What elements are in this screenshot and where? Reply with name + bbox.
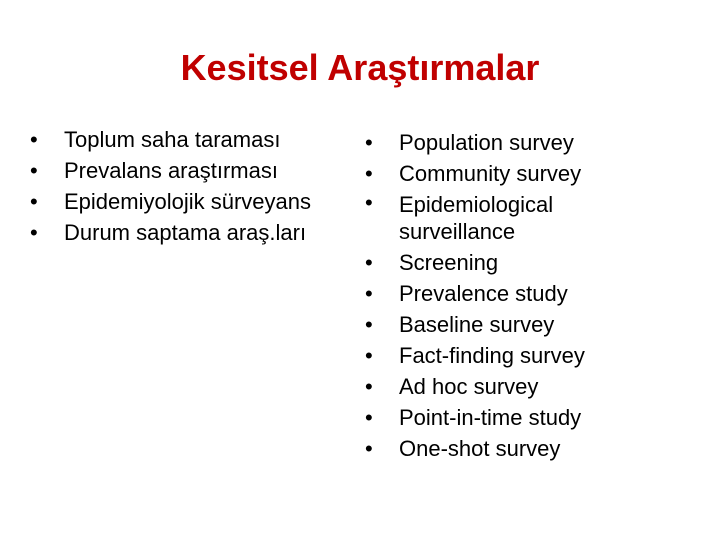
list-item-text: Durum saptama araş.ları xyxy=(64,220,307,245)
english-bullet-list xyxy=(365,127,625,464)
list-item-text: Fact-finding survey xyxy=(399,343,585,368)
bullet-icon: • xyxy=(365,130,373,155)
list-item-text: One-shot survey xyxy=(399,436,561,461)
list-item-text: Baseline survey xyxy=(399,312,555,337)
list-item xyxy=(365,340,625,371)
bullet-icon: • xyxy=(365,374,373,399)
list-item xyxy=(365,309,625,340)
turkish-bullet-list xyxy=(30,124,350,248)
list-item xyxy=(30,124,350,155)
bullet-icon: • xyxy=(365,281,373,306)
list-item-text: Epidemiyolojik sürveyans xyxy=(64,189,311,214)
bullet-icon: • xyxy=(30,127,38,152)
bullet-icon: • xyxy=(365,405,373,430)
list-item-text: Population survey xyxy=(399,130,574,155)
bullet-icon: • xyxy=(365,312,373,337)
list-item xyxy=(365,433,625,464)
bullet-icon: • xyxy=(365,161,373,186)
list-item-text: Point-in-time study xyxy=(399,405,582,430)
slide-title: Kesitsel Araştırmalar xyxy=(180,47,540,88)
list-item xyxy=(365,127,625,158)
list-item xyxy=(30,155,350,186)
list-item xyxy=(30,186,350,217)
bullet-icon: • xyxy=(365,250,373,275)
list-item-text: Prevalans araştırması xyxy=(64,158,278,183)
list-item-text: Toplum saha taraması xyxy=(64,127,281,152)
bullet-icon: • xyxy=(30,220,38,245)
list-item-text: Ad hoc survey xyxy=(399,374,539,399)
list-item-text: Community survey xyxy=(399,161,582,186)
list-item xyxy=(365,278,625,309)
bullet-icon: • xyxy=(365,190,373,215)
list-item-text: Screening xyxy=(399,250,499,275)
list-item-text: Epidemiological surveillance xyxy=(399,192,554,244)
list-item xyxy=(30,217,350,248)
bullet-icon: • xyxy=(365,343,373,368)
list-item xyxy=(365,247,625,278)
list-item-text: Prevalence study xyxy=(399,281,568,306)
list-item xyxy=(365,158,625,189)
bullet-icon: • xyxy=(30,158,38,183)
bullet-icon: • xyxy=(30,189,38,214)
list-item xyxy=(365,189,625,247)
list-item xyxy=(365,402,625,433)
bullet-icon: • xyxy=(365,436,373,461)
list-item xyxy=(365,371,625,402)
